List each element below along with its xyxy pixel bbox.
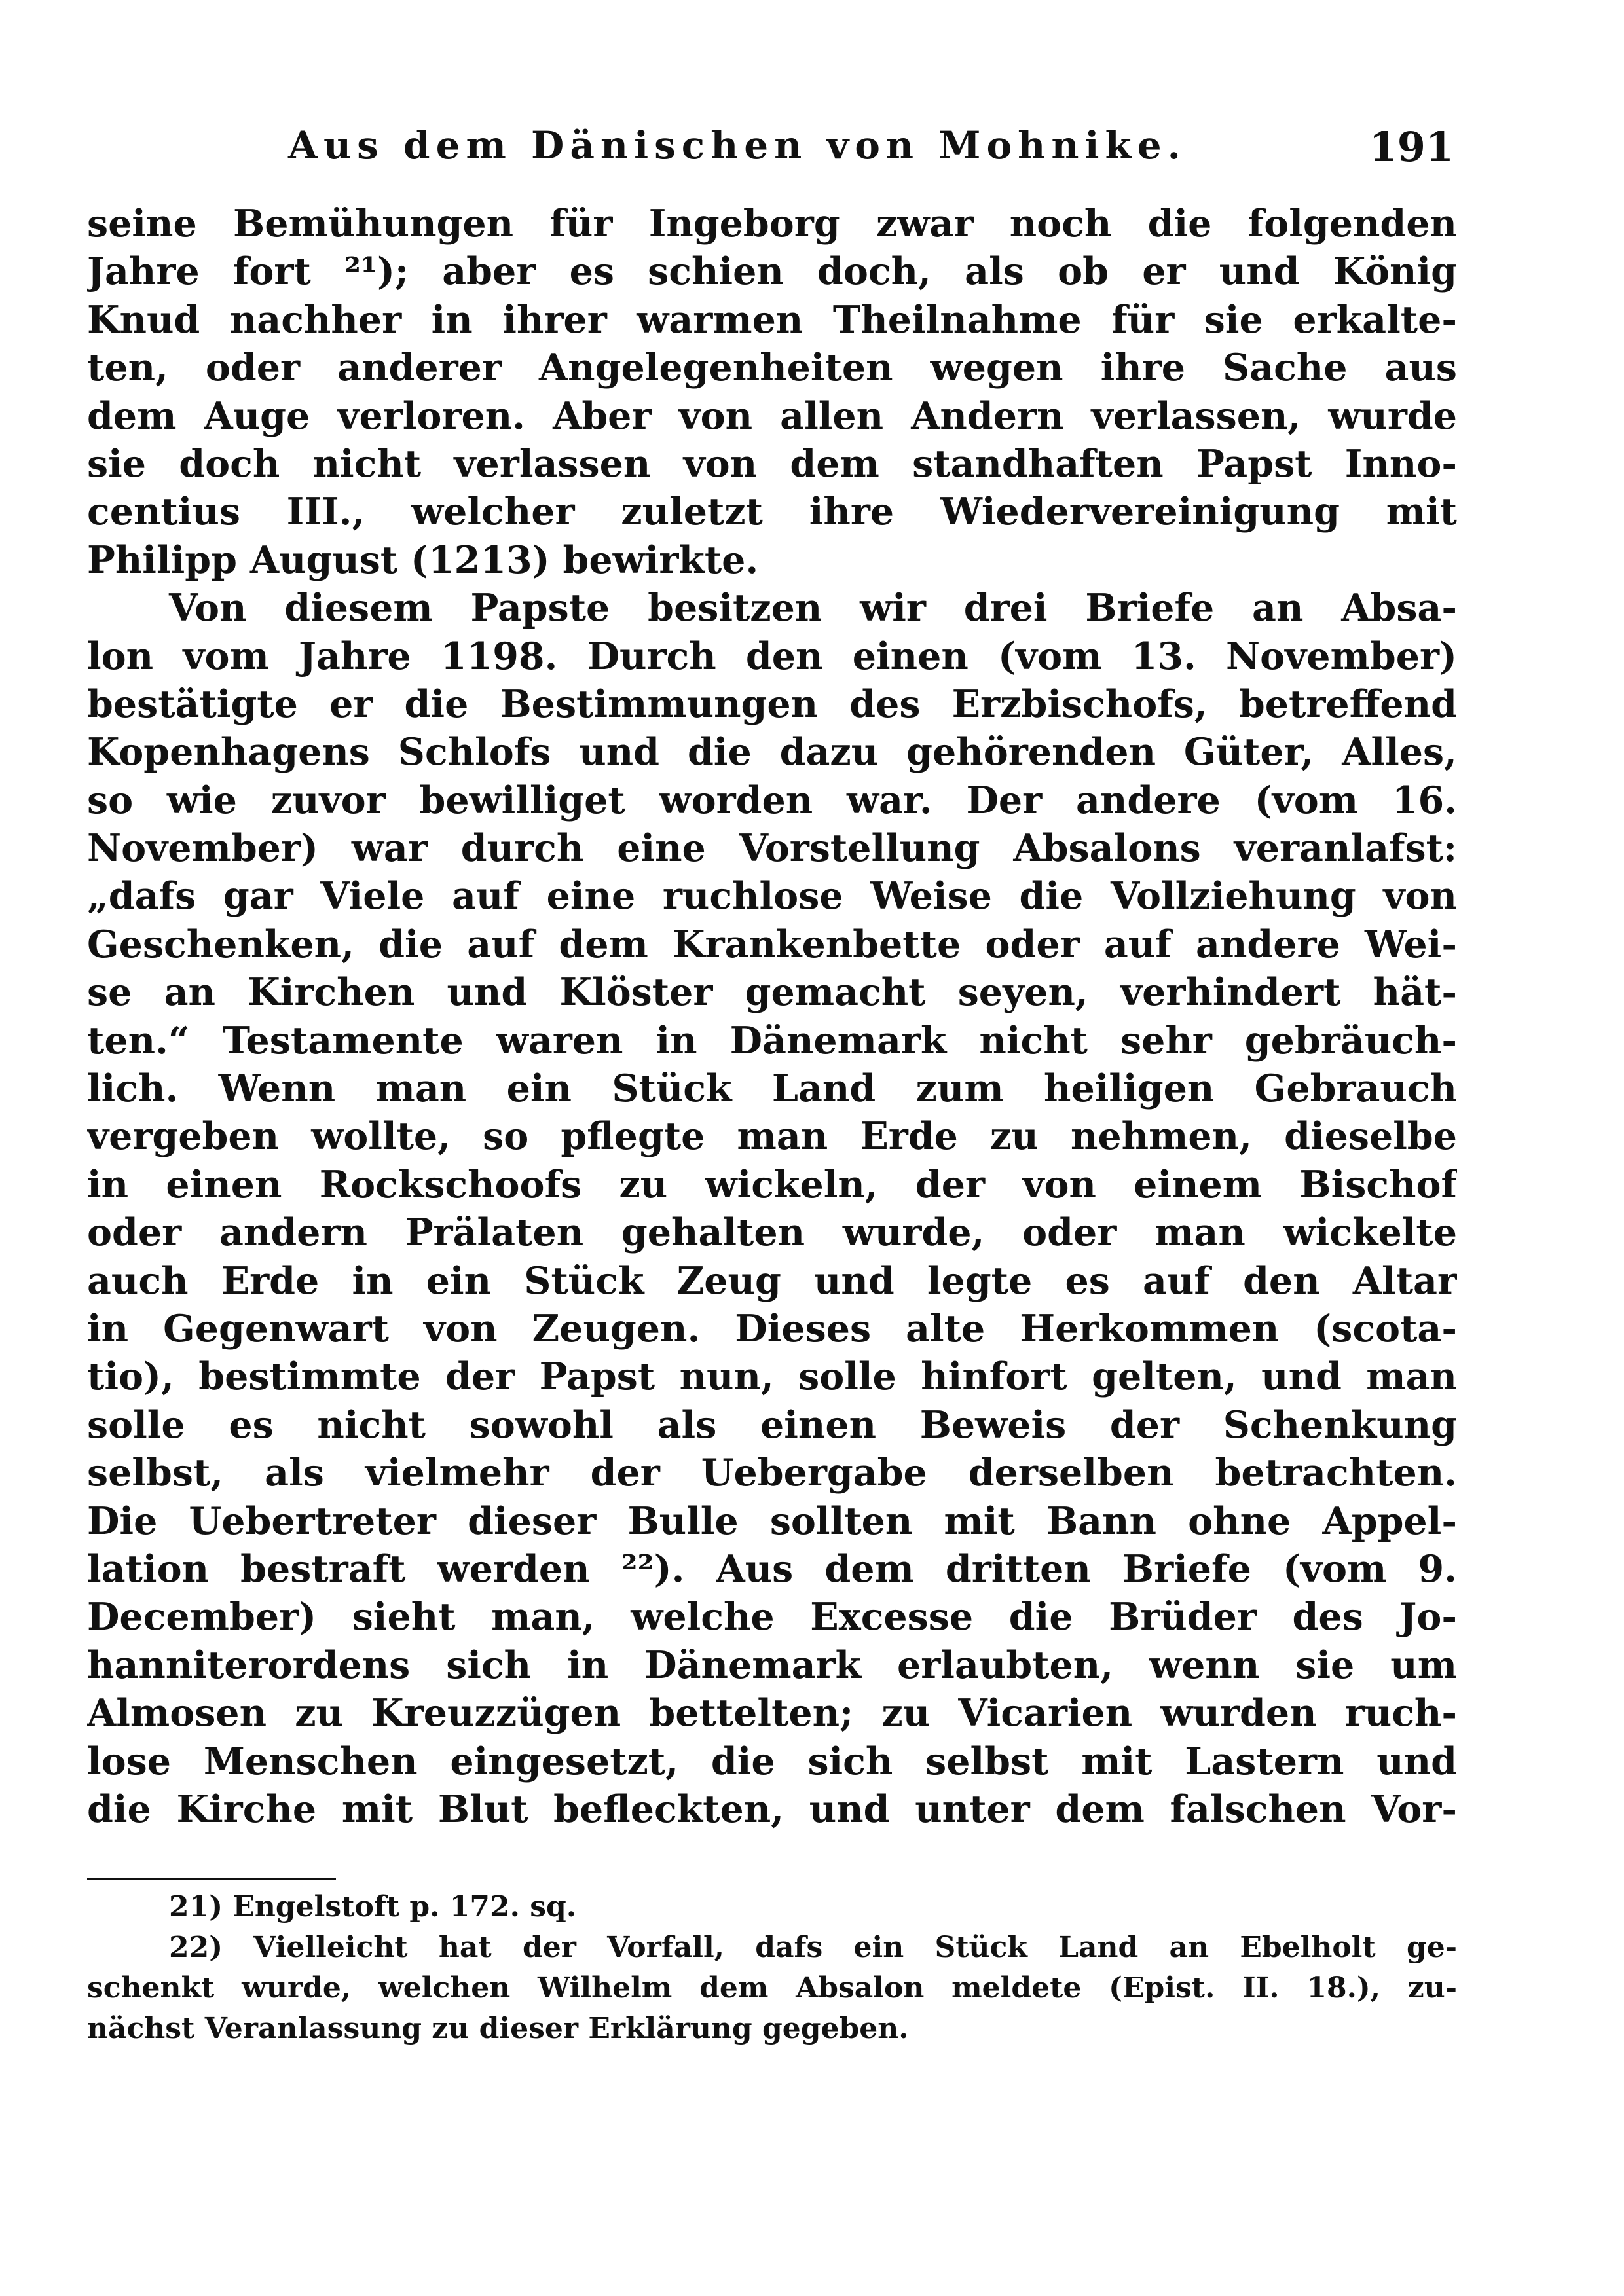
text-line: lon vom Jahre 1198. Durch den einen (vom 13. November) — [87, 634, 1457, 678]
text-line: lich. Wenn man ein Stück Land zum heiligen Gebrauch — [87, 1066, 1457, 1111]
page-number: 191 — [1369, 123, 1454, 171]
text-line: in einen Rockschoofs zu wickeln, der von einem Bischof — [87, 1162, 1457, 1207]
text-line: ten, oder anderer Angelegenheiten wegen ihre Sache aus — [87, 346, 1457, 390]
text-line: Die Uebertreter dieser Bulle sollten mit Bann ohne Appel- — [87, 1499, 1457, 1543]
footnote-line: 22) Vielleicht hat der Vorfall, dafs ein Stück Land an Ebelholt ge- — [169, 1931, 1457, 1964]
footnote-line: 21) Engelstoft p. 172. sq. — [169, 1890, 577, 1923]
text-line: December) sieht man, welche Excesse die Brüder des Jo- — [87, 1595, 1457, 1639]
text-line: tio), bestimmte der Papst nun, solle hinfort gelten, und man — [87, 1355, 1457, 1399]
text-line: Geschenken, die auf dem Krankenbette oder auf andere Wei- — [87, 922, 1457, 966]
text-line: solle es nicht sowohl als einen Beweis der Schenkung — [87, 1402, 1457, 1447]
text-line: November) war durch eine Vorstellung Absalons veranlafst: — [87, 826, 1457, 871]
text-line: ten.“ Testamente waren in Dänemark nicht sehr gebräuch- — [87, 1018, 1457, 1063]
text-line: Von diesem Papste besitzen wir drei Briefe an Absa- — [169, 586, 1457, 630]
text-line: die Kirche mit Blut befleckten, und unter dem falschen Vor- — [87, 1787, 1457, 1831]
text-line: hanniterordens sich in Dänemark erlaubten, wenn sie um — [87, 1643, 1457, 1687]
text-line: centius III., welcher zuletzt ihre Wiedervereinigung mit — [87, 490, 1457, 534]
page-header — [288, 117, 1454, 189]
text-line: in Gegenwart von Zeugen. Dieses alte Herkommen (scota- — [87, 1306, 1457, 1351]
text-line: seine Bemühungen für Ingeborg zwar noch die folgenden — [87, 202, 1457, 246]
text-line: oder andern Prälaten gehalten wurde, oder man wickelte — [87, 1211, 1457, 1255]
text-line: Jahre fort ²¹); aber es schien doch, als ob er und König — [87, 249, 1457, 294]
footnote-line: schenkt wurde, welchen Wilhelm dem Absalon meldete (Epist. II. 18.), zu- — [87, 1971, 1457, 2005]
text-line: Kopenhagens Schlofs und die dazu gehörenden Güter, Alles, — [87, 730, 1457, 774]
footnote-divider — [87, 1878, 336, 1880]
text-line: Philipp August (1213) bewirkte. — [87, 538, 759, 582]
text-line: auch Erde in ein Stück Zeug und legte es auf den Altar — [87, 1258, 1457, 1303]
body-text — [87, 200, 1457, 1833]
footnote-line: nächst Veranlassung zu dieser Erklärung gegeben. — [87, 2012, 909, 2045]
footnotes — [87, 1887, 1457, 2049]
text-line: sie doch nicht verlassen von dem standhaften Papst Inno- — [87, 441, 1457, 486]
running-title: Aus dem Dänischen von Mohnike. — [288, 123, 1187, 168]
text-line: selbst, als vielmehr der Uebergabe derselben betrachten. — [87, 1451, 1457, 1495]
text-line: so wie zuvor bewilliget worden war. Der andere (vom 16. — [87, 778, 1457, 822]
text-line: dem Auge verloren. Aber von allen Andern verlassen, wurde — [87, 393, 1457, 438]
text-line: vergeben wollte, so pflegte man Erde zu nehmen, dieselbe — [87, 1114, 1457, 1159]
text-line: lose Menschen eingesetzt, die sich selbst mit Lastern und — [87, 1739, 1457, 1783]
text-line: bestätigte er die Bestimmungen des Erzbischofs, betreffend — [87, 682, 1457, 726]
text-line: „dafs gar Viele auf eine ruchlose Weise die Vollziehung von — [87, 874, 1457, 919]
text-line: lation bestraft werden ²²). Aus dem dritten Briefe (vom 9. — [87, 1546, 1457, 1591]
text-line: Knud nachher in ihrer warmen Theilnahme für sie erkalte- — [87, 297, 1457, 342]
text-line: Almosen zu Kreuzzügen bettelten; zu Vicarien wurden ruch- — [87, 1691, 1457, 1736]
text-line: se an Kirchen und Klöster gemacht seyen, verhindert hät- — [87, 970, 1457, 1015]
